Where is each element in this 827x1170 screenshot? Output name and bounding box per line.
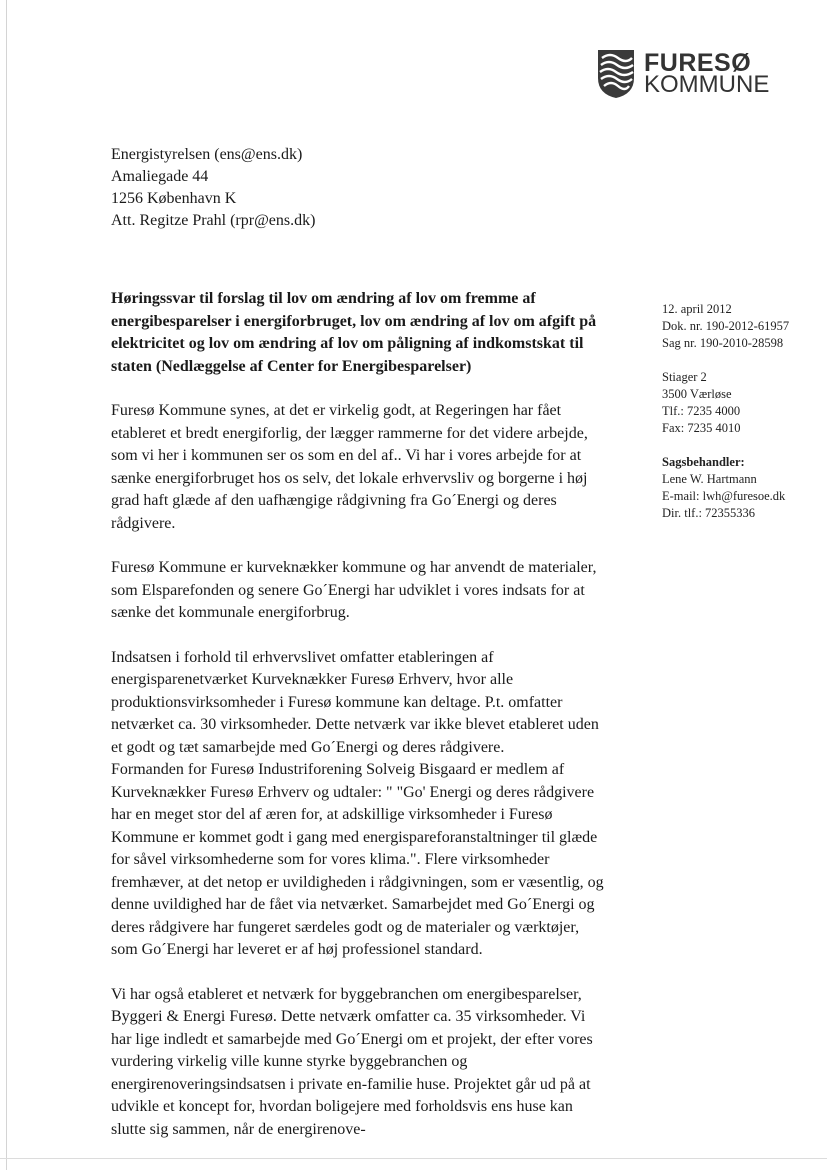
sender-phone: Tlf.: 7235 4000 bbox=[662, 404, 741, 418]
recipient-line: Att. Regitze Prahl (rpr@ens.dk) bbox=[111, 212, 316, 229]
sender-city: 3500 Værløse bbox=[662, 387, 732, 401]
document-number: Dok. nr. 190-2012-61957 bbox=[662, 319, 790, 333]
recipient-line: 1256 København K bbox=[111, 190, 237, 207]
body-paragraph: Indsatsen i forhold til erhvervslivet omfatter etableringen af energisparenetværket Kurveknækker Furesø Erhverv, hvor alle produktionsvirksomheder i Furesø kommune kan deltage. P.t. omfatter netværket ca. 30 virksomheder. Dette netværk var ikke blevet etableret uden et godt og tæt samarbejde med Go´Energi og deres rådgivere. bbox=[111, 648, 599, 756]
municipality-logo bbox=[596, 48, 776, 108]
recipient-line: Amaliegade 44 bbox=[111, 168, 209, 185]
body-paragraph: Vi har også etableret et netværk for byggebranchen om energibesparelser, Byggeri & Energi Furesø. Dette netværk omfatter ca. 35 virksomheder. Vi har lige indledt et samarbejde med Go´Energi om et projekt, der efter vores vurdering virkelig ville kunne styrke byggebranchen og energirenoveringsindsatsen i private en-familie huse. Projektet går ud på at udvikle et koncept for, hvordan boligejere med forholdsvis ens huse kan slutte sig sammen, når de energirenove- bbox=[111, 985, 593, 1138]
case-handler-email: E-mail: lwh@furesoe.dk bbox=[662, 489, 786, 503]
sender-fax: Fax: 7235 4010 bbox=[662, 421, 741, 435]
wave-shield-icon bbox=[596, 48, 636, 100]
scan-edge-left bbox=[6, 0, 7, 1170]
sender-info-sidebar bbox=[662, 301, 789, 522]
logo-subtitle: KOMMUNE bbox=[644, 71, 770, 98]
case-handler-name: Lene W. Hartmann bbox=[662, 472, 757, 486]
body-paragraph: Furesø Kommune synes, at det er virkelig godt, at Regeringen har fået etableret et bredt energiforlig, der lægger rammerne for det videre arbejde, som vi her i kommunen ser os som en del af.. Vi har i vores arbejde for at sænke energiforbruget hos os selv, det lokale erhvervsliv og borgerne i høj grad haft glæde af den uafhængige rådgivning fra Go´Energi og deres rådgivere. bbox=[111, 402, 588, 532]
recipient-address bbox=[111, 144, 315, 232]
body-paragraph: Formanden for Furesø Industriforening Solveig Bisgaard er medlem af Kurveknækker Furesø Erhverv og udtaler: " "Go' Energi og deres rådgivere har en meget stor del af æren for, at adskillige virksomheder i Furesø Kommune er kommet godt i gang med energispareforanstaltninger til glæde for såvel virksomhederne som for vores klima.". Flere virksomheder fremhæver, at det netop er uvildigheden i rådgivningen, som er væsentlig, og denne uvildighed har de fået via netværket. Samarbejdet med Go´Energi og deres rådgivere har fungeret særdeles godt og de materialer og værktøjer, som Go´Energi har leveret er af høj professionel standard. bbox=[111, 761, 604, 958]
recipient-line: Energistyrelsen (ens@ens.dk) bbox=[111, 146, 303, 163]
case-handler-direct-phone: Dir. tlf.: 72355336 bbox=[662, 506, 756, 520]
logo-name: FURESØ bbox=[644, 49, 752, 77]
letter-body bbox=[111, 288, 605, 1163]
sender-street: Stiager 2 bbox=[662, 370, 707, 384]
letter-date: 12. april 2012 bbox=[662, 302, 732, 316]
letter-title: Høringssvar til forslag til lov om ændring af lov om fremme af energibesparelser i energiforbruget, lov om ændring af lov om afgift på elektricitet og lov om ændring af lov om påligning af indkomstskat til staten (Nedlæggelse af Center for Energibesparelser) bbox=[111, 290, 597, 375]
case-number: Sag nr. 190-2010-28598 bbox=[662, 336, 784, 350]
body-paragraph: Furesø Kommune er kurveknækker kommune og har anvendt de materialer, som Elsparefonden og senere Go´Energi har udviklet i vores indsats for at sænke det kommunale energiforbrug. bbox=[111, 559, 597, 621]
case-handler-label: Sagsbehandler: bbox=[662, 455, 745, 469]
